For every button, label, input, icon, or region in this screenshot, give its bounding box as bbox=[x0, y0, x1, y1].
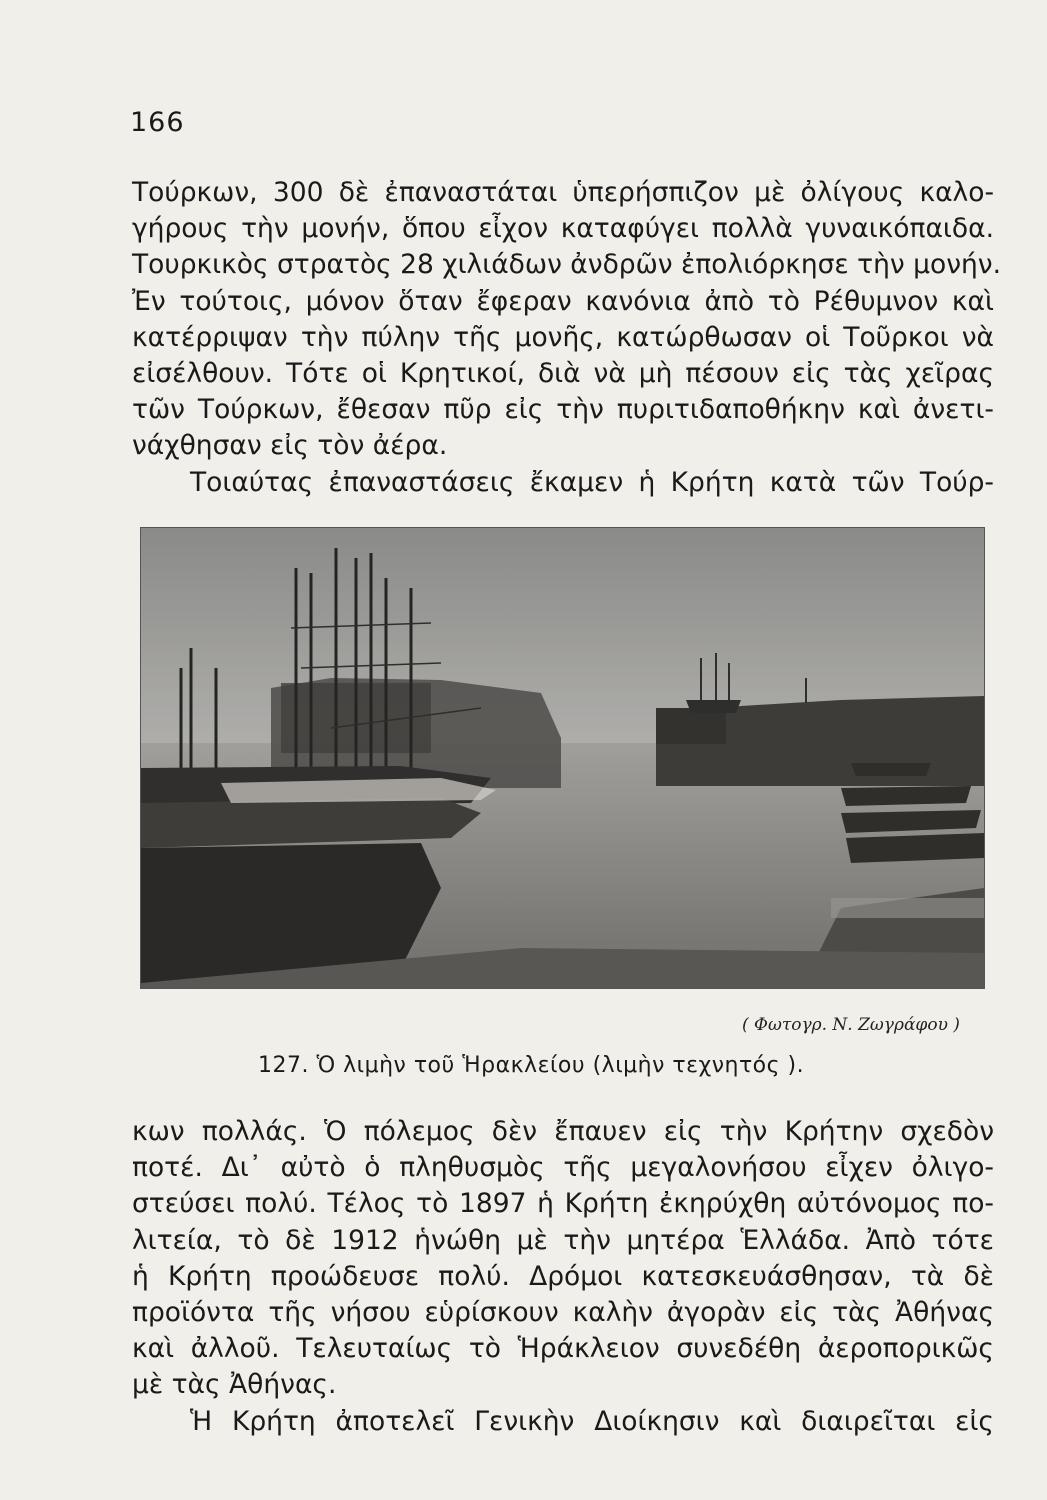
text-line: Τούρκων, 300 δὲ ἐπαναστάται ὑπερήσπιζον μὲ ὀλίγους καλο- bbox=[132, 177, 994, 208]
text-line: εἰσέλθουν. Τότε οἱ Κρητικοί, διὰ νὰ μὴ πέσουν εἰς τὰς χεῖρας bbox=[132, 358, 994, 390]
text-line: Ἐν τούτοις, μόνον ὅταν ἔφεραν κανόνια ἀπὸ τὸ Ρέθυμνον καὶ bbox=[132, 285, 994, 317]
text-line: ἡ Κρήτη προώδευσε πολύ. Δρόμοι κατεσκευάσθησαν, τὰ δὲ bbox=[132, 1260, 994, 1292]
text-line: Τοιαύτας ἐπαναστάσεις ἔκαμεν ἡ Κρήτη κατὰ τῶν Τούρ- bbox=[190, 466, 994, 498]
text-line: Τουρκικὸς στρατὸς 28 χιλιάδων ἀνδρῶν ἐπολιόρκησε τὴν μονήν. bbox=[132, 249, 1002, 281]
text-line: γήρους τὴν μονήν, ὅπου εἶχον καταφύγει πολλὰ γυναικόπαιδα. bbox=[132, 213, 994, 245]
text-line: νάχθησαν εἰς τὸν ἀέρα. bbox=[132, 430, 448, 462]
text-line: ποτέ. Δι᾽ αὐτὸ ὁ πληθυσμὸς τῆς μεγαλονήσου εἶχεν ὀλιγο- bbox=[132, 1152, 994, 1184]
text-line: καὶ ἀλλοῦ. Τελευταίως τὸ Ἡράκλειον συνεδέθη ἀεροπορικῶς bbox=[132, 1333, 994, 1365]
paragraph-top bbox=[132, 175, 1002, 501]
text-line: κατέρριψαν τὴν πύλην τῆς μονῆς, κατώρθωσαν οἱ Τοῦρκοι νὰ bbox=[132, 321, 994, 353]
text-line: στεύσει πολύ. Τέλος τὸ 1897 ἡ Κρήτη ἐκηρύχθη αὐτόνομος πο- bbox=[132, 1188, 994, 1220]
text-line: Ἡ Κρήτη ἀποτελεῖ Γενικὴν Διοίκησιν καὶ διαιρεῖται εἰς bbox=[190, 1405, 994, 1437]
paragraph-bottom bbox=[132, 1114, 994, 1440]
text-line: τῶν Τούρκων, ἔθεσαν πῦρ εἰς τὴν πυριτιδαποθήκην καὶ ἀνετι- bbox=[132, 394, 994, 426]
text-line: μὲ τὰς Ἀθήνας. bbox=[132, 1369, 337, 1401]
figure-caption: 127. Ὁ λιμὴν τοῦ Ἡρακλείου (λιμὴν τεχνητός ). bbox=[258, 1053, 805, 1078]
text-line: προϊόντα τῆς νήσου εὑρίσκουν καλὴν ἀγορὰν εἰς τὰς Ἀθήνας bbox=[132, 1297, 994, 1329]
page-number: 166 bbox=[130, 107, 185, 138]
text-line: κων πολλάς. Ὁ πόλεμος δὲν ἔπαυεν εἰς τὴν Κρήτην σχεδὸν bbox=[132, 1116, 994, 1147]
harbor-photograph bbox=[140, 527, 985, 989]
photo-credit: ( Φωτογρ. Ν. Ζωγράφου ) bbox=[742, 1015, 960, 1035]
text-line: λιτεία, τὸ δὲ 1912 ἡνώθη μὲ τὴν μητέρα Ἑλλάδα. Ἀπὸ τότε bbox=[132, 1224, 994, 1256]
